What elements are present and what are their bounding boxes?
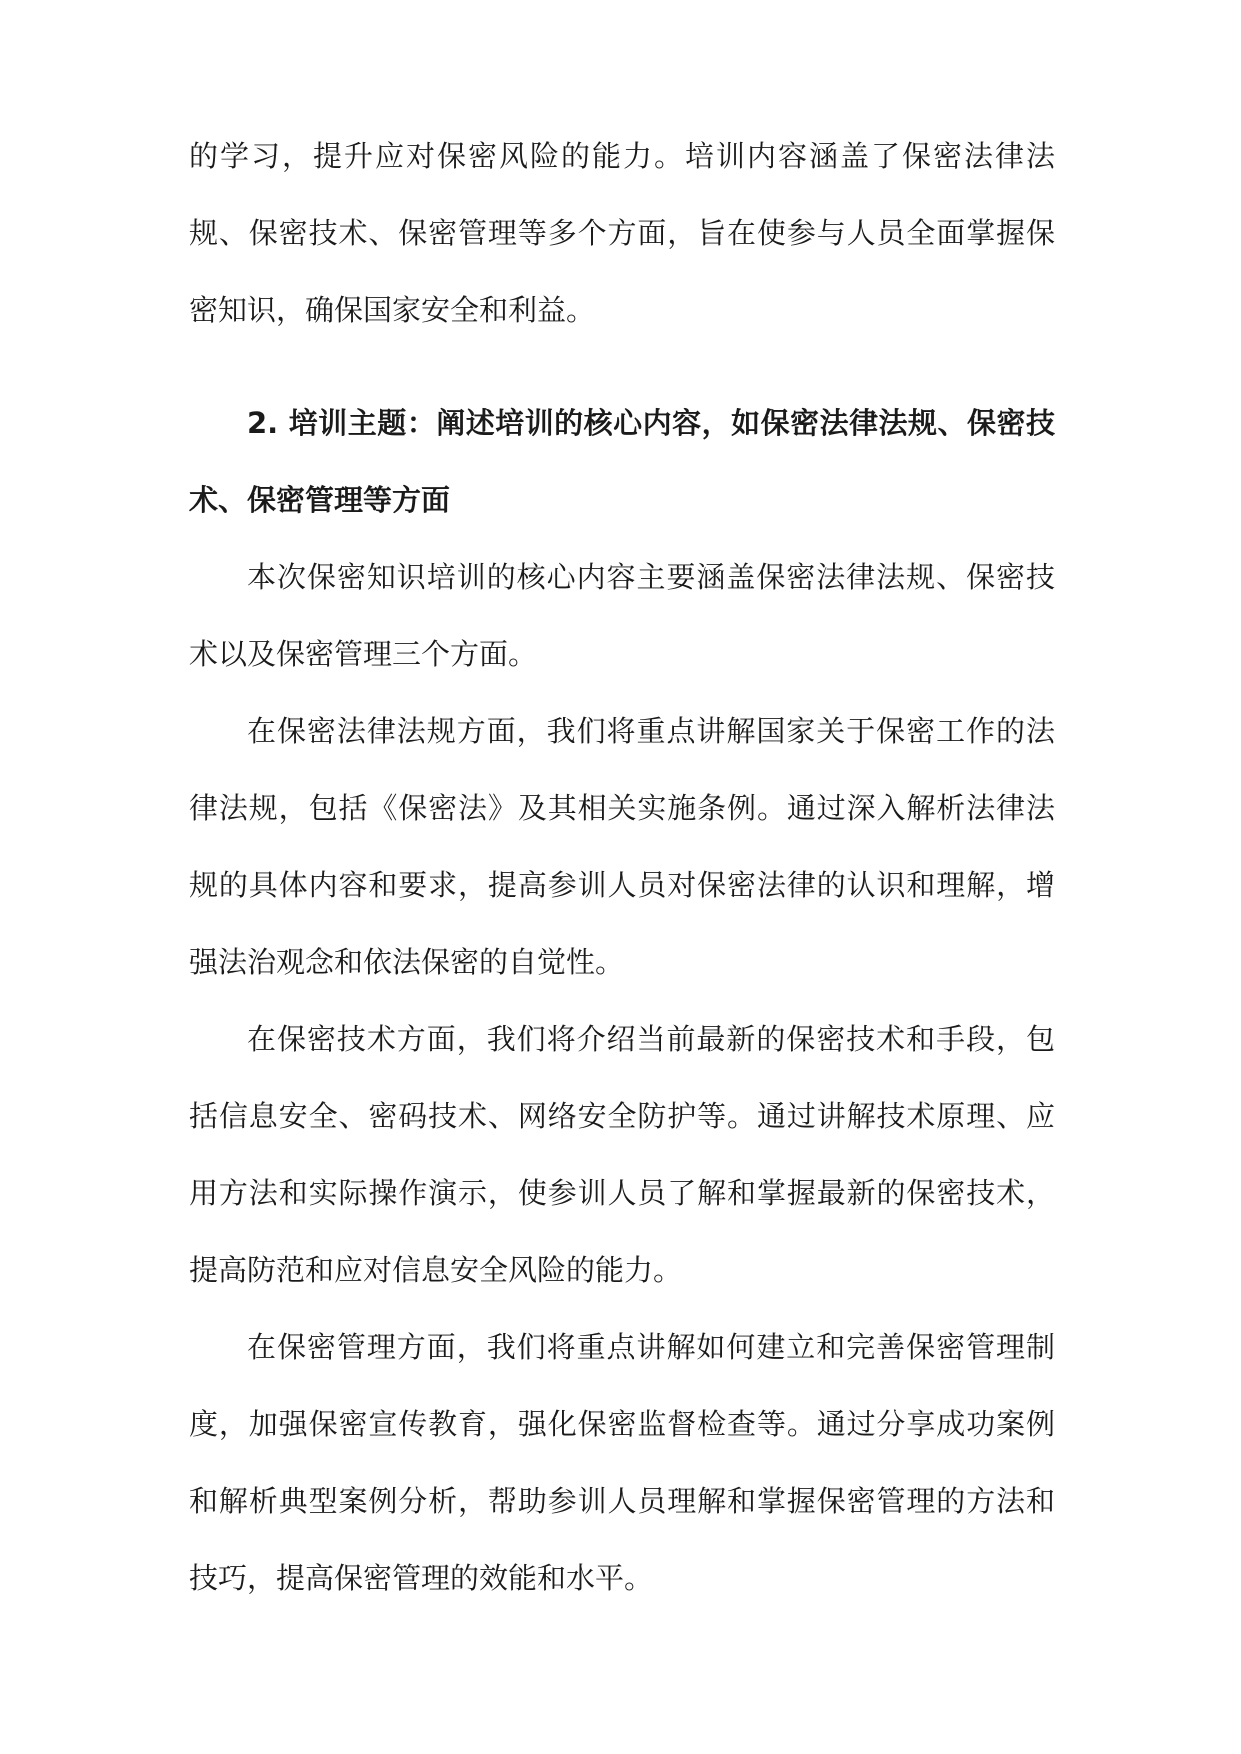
section-heading: 2. 培训主题：阐述培训的核心内容，如保密法律法规、保密技术、保密管理等方面 xyxy=(189,406,1055,517)
continuation-paragraph: 的学习，提升应对保密风险的能力。培训内容涵盖了保密法律法规、保密技术、保密管理等多个方面，旨在使参与人员全面掌握保密知识，确保国家安全和利益。 xyxy=(189,139,1055,327)
body-paragraph-overview: 本次保密知识培训的核心内容主要涵盖保密法律法规、保密技术以及保密管理三个方面。 xyxy=(189,560,1055,671)
body-paragraph-technology: 在保密技术方面，我们将介绍当前最新的保密技术和手段，包括信息安全、密码技术、网络安全防护等。通过讲解技术原理、应用方法和实际操作演示，使参训人员了解和掌握最新的保密技术，提高防范和应对信息安全风险的能力。 xyxy=(189,1022,1055,1287)
body-paragraph-management: 在保密管理方面，我们将重点讲解如何建立和完善保密管理制度，加强保密宣传教育，强化保密监督检查等。通过分享成功案例和解析典型案例分析，帮助参训人员理解和掌握保密管理的方法和技巧，提高保密管理的效能和水平。 xyxy=(189,1330,1055,1595)
document-body xyxy=(189,118,1055,1617)
body-paragraph-law: 在保密法律法规方面，我们将重点讲解国家关于保密工作的法律法规，包括《保密法》及其相关实施条例。通过深入解析法律法规的具体内容和要求，提高参训人员对保密法律的认识和理解，增强法治观念和依法保密的自觉性。 xyxy=(189,714,1055,979)
